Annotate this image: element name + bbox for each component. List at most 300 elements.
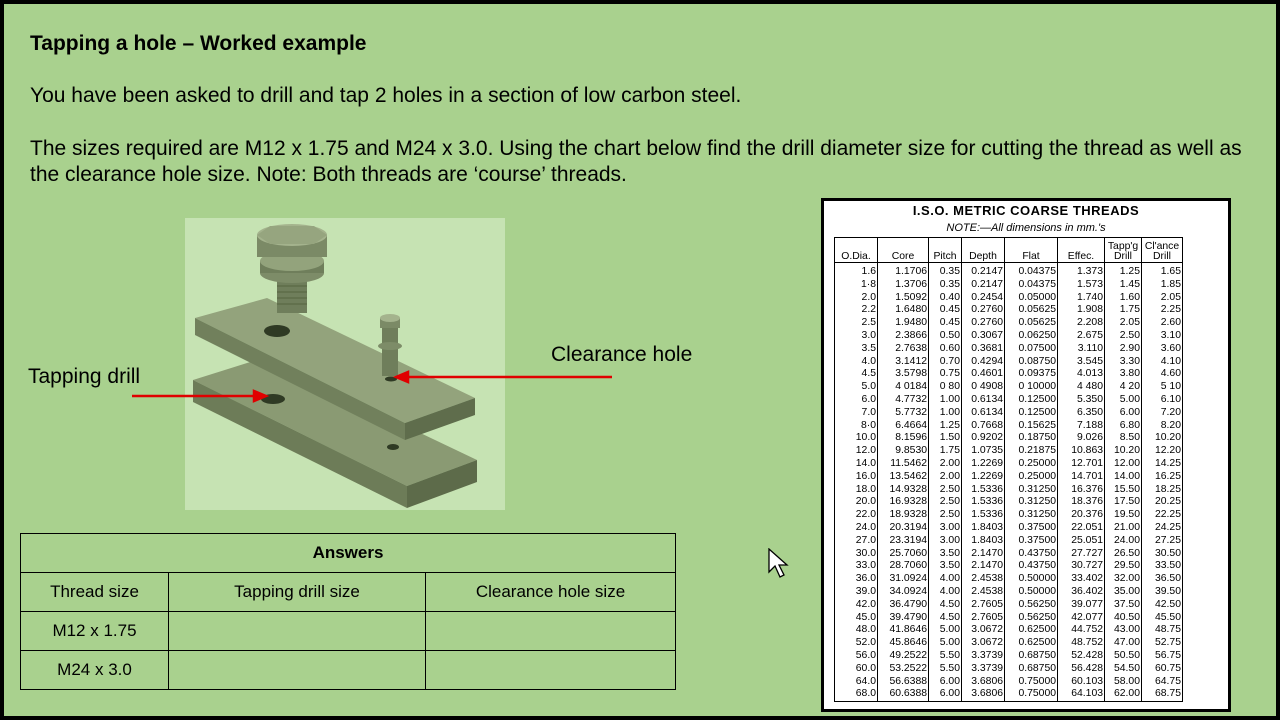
chart-cell: 0.2760 <box>962 317 1005 330</box>
chart-cell: 11.5462 <box>878 458 929 471</box>
chart-cell: 0.05000 <box>1005 292 1058 305</box>
chart-cell: 6.00 <box>929 676 962 689</box>
chart-cell: 1.85 <box>1142 279 1183 292</box>
chart-row <box>835 420 1183 433</box>
chart-cell: 0.05625 <box>1005 304 1058 317</box>
chart-cell: 6.10 <box>1142 394 1183 407</box>
chart-cell: 2.675 <box>1058 330 1105 343</box>
clearance-hole-label: Clearance hole <box>551 343 693 366</box>
chart-row <box>835 676 1183 689</box>
chart-cell: 2.208 <box>1058 317 1105 330</box>
chart-cell: 3.50 <box>929 560 962 573</box>
chart-cell: 64.75 <box>1142 676 1183 689</box>
chart-cell: 0.07500 <box>1005 343 1058 356</box>
chart-cell: 0.06250 <box>1005 330 1058 343</box>
chart-cell: 0.62500 <box>1005 624 1058 637</box>
chart-cell: 22.051 <box>1058 522 1105 535</box>
chart-row <box>835 407 1183 420</box>
chart-row <box>835 304 1183 317</box>
chart-cell: 56.0 <box>835 650 878 663</box>
chart-cell: 14.9328 <box>878 484 929 497</box>
chart-cell: 0.12500 <box>1005 394 1058 407</box>
chart-cell: 3.6806 <box>962 676 1005 689</box>
answers-header-tapping: Tapping drill size <box>169 573 426 612</box>
chart-cell: 36.50 <box>1142 573 1183 586</box>
chart-cell: 30.727 <box>1058 560 1105 573</box>
chart-cell: 52.428 <box>1058 650 1105 663</box>
chart-cell: 15.50 <box>1105 484 1142 497</box>
chart-cell: 62.00 <box>1105 688 1142 701</box>
slide <box>4 4 1276 716</box>
chart-row <box>835 343 1183 356</box>
chart-cell: 0.35 <box>929 263 962 279</box>
chart-cell: 7.20 <box>1142 407 1183 420</box>
chart-cell: 7.188 <box>1058 420 1105 433</box>
answers-title: Answers <box>21 534 676 573</box>
chart-cell: 0.40 <box>929 292 962 305</box>
chart-cell: 16.376 <box>1058 484 1105 497</box>
chart-cell: 16.25 <box>1142 471 1183 484</box>
chart-note: NOTE:—All dimensions in mm.'s <box>946 222 1106 234</box>
chart-cell: 0.31250 <box>1005 509 1058 522</box>
chart-cell: 12.20 <box>1142 445 1183 458</box>
chart-cell: 1.8403 <box>962 535 1005 548</box>
answer-clearance-m24 <box>426 651 676 690</box>
chart-cell: 4 0184 <box>878 381 929 394</box>
chart-cell: 0.45 <box>929 304 962 317</box>
chart-cell: 41.8646 <box>878 624 929 637</box>
chart-cell: 21.00 <box>1105 522 1142 535</box>
chart-cell: 60.75 <box>1142 663 1183 676</box>
chart-cell: 18.9328 <box>878 509 929 522</box>
chart-cell: 5.50 <box>929 650 962 663</box>
chart-cell: 2.5 <box>835 317 878 330</box>
chart-cell: 58.00 <box>1105 676 1142 689</box>
chart-cell: 0.68750 <box>1005 663 1058 676</box>
chart-cell: 2.1470 <box>962 560 1005 573</box>
chart-cell: 0.45 <box>929 317 962 330</box>
chart-row <box>835 509 1183 522</box>
chart-cell: 2.4538 <box>962 586 1005 599</box>
chart-cell: 6.4664 <box>878 420 929 433</box>
chart-cell: 1.1706 <box>878 263 929 279</box>
chart-cell: 6.00 <box>929 688 962 701</box>
chart-cell: 53.2522 <box>878 663 929 676</box>
chart-cell: 8·0 <box>835 420 878 433</box>
chart-row <box>835 599 1183 612</box>
chart-cell: 34.0924 <box>878 586 929 599</box>
chart-cell: 0.25000 <box>1005 458 1058 471</box>
chart-cell: 1.50 <box>929 432 962 445</box>
chart-row <box>835 624 1183 637</box>
chart-row <box>835 445 1183 458</box>
chart-cell: 4.10 <box>1142 356 1183 369</box>
bolted-plates-illustration <box>185 218 505 510</box>
chart-cell: 3.0672 <box>962 624 1005 637</box>
chart-cell: 0.08750 <box>1005 356 1058 369</box>
chart-cell: 29.50 <box>1105 560 1142 573</box>
chart-row <box>835 279 1183 292</box>
chart-cell: 1.45 <box>1105 279 1142 292</box>
answers-header-thread-size: Thread size <box>21 573 169 612</box>
chart-cell: 2.2 <box>835 304 878 317</box>
chart-cell: 39.50 <box>1142 586 1183 599</box>
chart-cell: 5.0 <box>835 381 878 394</box>
chart-cell: 31.0924 <box>878 573 929 586</box>
chart-cell: 12.701 <box>1058 458 1105 471</box>
chart-cell: 4.5 <box>835 368 878 381</box>
chart-cell: 60.6388 <box>878 688 929 701</box>
chart-cell: 52.75 <box>1142 637 1183 650</box>
chart-cell: 3.60 <box>1142 343 1183 356</box>
chart-cell: 0 10000 <box>1005 381 1058 394</box>
chart-cell: 0.37500 <box>1005 522 1058 535</box>
chart-cell: 4.00 <box>929 573 962 586</box>
chart-cell: 0.6134 <box>962 407 1005 420</box>
chart-cell: 4.0 <box>835 356 878 369</box>
chart-row <box>835 292 1183 305</box>
chart-row <box>835 663 1183 676</box>
slide-title: Tapping a hole – Worked example <box>30 32 367 55</box>
tapping-drill-label: Tapping drill <box>28 365 141 388</box>
chart-cell: 3.5798 <box>878 368 929 381</box>
chart-cell: 2.7638 <box>878 343 929 356</box>
chart-row <box>835 637 1183 650</box>
chart-cell: 1.5336 <box>962 484 1005 497</box>
chart-cell: 20.376 <box>1058 509 1105 522</box>
chart-cell: 17.50 <box>1105 496 1142 509</box>
chart-cell: 0.2760 <box>962 304 1005 317</box>
chart-cell: 39.4790 <box>878 612 929 625</box>
chart-row <box>835 330 1183 343</box>
chart-cell: 19.50 <box>1105 509 1142 522</box>
chart-cell: 2.50 <box>1105 330 1142 343</box>
chart-cell: 0.50000 <box>1005 573 1058 586</box>
chart-cell: 1.5092 <box>878 292 929 305</box>
chart-title: I.S.O. METRIC COARSE THREADS <box>912 203 1140 218</box>
iso-thread-chart <box>821 198 1231 712</box>
intro-text: You have been asked to drill and tap 2 holes in a section of low carbon steel. <box>30 84 742 107</box>
chart-cell: 3.80 <box>1105 368 1142 381</box>
chart-cell: 32.00 <box>1105 573 1142 586</box>
chart-cell: 0.43750 <box>1005 560 1058 573</box>
chart-cell: 14.00 <box>1105 471 1142 484</box>
chart-cell: 1.75 <box>929 445 962 458</box>
chart-cell: 45.50 <box>1142 612 1183 625</box>
chart-cell: 0.31250 <box>1005 484 1058 497</box>
chart-row <box>835 356 1183 369</box>
chart-cell: 60.0 <box>835 663 878 676</box>
chart-cell: 10.863 <box>1058 445 1105 458</box>
chart-row <box>835 432 1183 445</box>
chart-cell: 0.2147 <box>962 263 1005 279</box>
chart-cell: 49.2522 <box>878 650 929 663</box>
chart-cell: 45.0 <box>835 612 878 625</box>
chart-cell: 64.103 <box>1058 688 1105 701</box>
chart-cell: 1·8 <box>835 279 878 292</box>
chart-cell: 0.62500 <box>1005 637 1058 650</box>
chart-row <box>835 394 1183 407</box>
chart-cell: 10.20 <box>1142 432 1183 445</box>
chart-cell: 50.50 <box>1105 650 1142 663</box>
chart-cell: 48.0 <box>835 624 878 637</box>
chart-cell: 4.013 <box>1058 368 1105 381</box>
chart-cell: 4.50 <box>929 612 962 625</box>
chart-cell: 10.0 <box>835 432 878 445</box>
chart-cell: 0.6134 <box>962 394 1005 407</box>
chart-cell: 27.25 <box>1142 535 1183 548</box>
answer-thread-m24: M24 x 3.0 <box>21 651 169 690</box>
chart-cell: 1.373 <box>1058 263 1105 279</box>
chart-cell: 6.80 <box>1105 420 1142 433</box>
chart-cell: 24.25 <box>1142 522 1183 535</box>
chart-cell: 37.50 <box>1105 599 1142 612</box>
chart-cell: 4 20 <box>1105 381 1142 394</box>
chart-cell: 27.0 <box>835 535 878 548</box>
chart-cell: 14.701 <box>1058 471 1105 484</box>
chart-cell: 60.103 <box>1058 676 1105 689</box>
chart-cell: 8.20 <box>1142 420 1183 433</box>
chart-row <box>835 535 1183 548</box>
chart-cell: 28.7060 <box>878 560 929 573</box>
chart-cell: 4.50 <box>929 599 962 612</box>
chart-header-1: Core <box>878 238 929 263</box>
chart-cell: 0.3681 <box>962 343 1005 356</box>
chart-cell: 3.3739 <box>962 663 1005 676</box>
chart-cell: 56.75 <box>1142 650 1183 663</box>
chart-cell: 1.573 <box>1058 279 1105 292</box>
chart-cell: 64.0 <box>835 676 878 689</box>
chart-cell: 9.026 <box>1058 432 1105 445</box>
chart-row <box>835 484 1183 497</box>
chart-cell: 48.752 <box>1058 637 1105 650</box>
chart-cell: 2.7605 <box>962 612 1005 625</box>
chart-cell: 5.00 <box>1105 394 1142 407</box>
chart-header-6: Tapp'g Drill <box>1105 238 1142 263</box>
question-text: The sizes required are M12 x 1.75 and M24 x 3.0. Using the chart below find the drill diameter size for cutting the thread as well as the clearance hole size. Note: Both threads are ‘course’ threads. <box>30 137 1242 186</box>
chart-cell: 0.35 <box>929 279 962 292</box>
chart-cell: 2.25 <box>1142 304 1183 317</box>
chart-cell: 2.7605 <box>962 599 1005 612</box>
chart-cell: 0.68750 <box>1005 650 1058 663</box>
chart-row <box>835 650 1183 663</box>
chart-cell: 20.0 <box>835 496 878 509</box>
chart-cell: 39.077 <box>1058 599 1105 612</box>
chart-cell: 0.60 <box>929 343 962 356</box>
chart-cell: 0.43750 <box>1005 548 1058 561</box>
chart-cell: 0.75 <box>929 368 962 381</box>
chart-header-3: Depth <box>962 238 1005 263</box>
chart-cell: 52.0 <box>835 637 878 650</box>
chart-cell: 3.00 <box>929 535 962 548</box>
answer-clearance-m12 <box>426 612 676 651</box>
chart-row <box>835 496 1183 509</box>
chart-cell: 1.60 <box>1105 292 1142 305</box>
chart-cell: 0.75000 <box>1005 688 1058 701</box>
chart-cell: 14.25 <box>1142 458 1183 471</box>
chart-cell: 2.3866 <box>878 330 929 343</box>
answers-table <box>20 533 676 690</box>
chart-cell: 3.5 <box>835 343 878 356</box>
chart-cell: 27.727 <box>1058 548 1105 561</box>
chart-cell: 30.50 <box>1142 548 1183 561</box>
chart-cell: 4.00 <box>929 586 962 599</box>
chart-cell: 0.04375 <box>1005 263 1058 279</box>
chart-cell: 18.0 <box>835 484 878 497</box>
chart-cell: 0.31250 <box>1005 496 1058 509</box>
chart-cell: 5 10 <box>1142 381 1183 394</box>
chart-cell: 5.50 <box>929 663 962 676</box>
chart-cell: 9.8530 <box>878 445 929 458</box>
chart-cell: 1.6 <box>835 263 878 279</box>
chart-cell: 7.0 <box>835 407 878 420</box>
chart-cell: 0.70 <box>929 356 962 369</box>
chart-row <box>835 381 1183 394</box>
chart-header-2: Pitch <box>929 238 962 263</box>
chart-cell: 0.12500 <box>1005 407 1058 420</box>
chart-cell: 0.9202 <box>962 432 1005 445</box>
thread-table <box>834 237 1183 702</box>
chart-cell: 0.04375 <box>1005 279 1058 292</box>
chart-cell: 0 80 <box>929 381 962 394</box>
chart-cell: 0.25000 <box>1005 471 1058 484</box>
chart-cell: 2.60 <box>1142 317 1183 330</box>
chart-cell: 22.25 <box>1142 509 1183 522</box>
chart-cell: 0.50 <box>929 330 962 343</box>
chart-cell: 2.1470 <box>962 548 1005 561</box>
chart-cell: 1.6480 <box>878 304 929 317</box>
chart-cell: 3.00 <box>929 522 962 535</box>
chart-row <box>835 688 1183 701</box>
chart-cell: 2.05 <box>1105 317 1142 330</box>
chart-row <box>835 560 1183 573</box>
chart-cell: 3.110 <box>1058 343 1105 356</box>
chart-cell: 36.0 <box>835 573 878 586</box>
chart-row <box>835 458 1183 471</box>
chart-cell: 39.0 <box>835 586 878 599</box>
chart-cell: 18.25 <box>1142 484 1183 497</box>
chart-cell: 3.3739 <box>962 650 1005 663</box>
chart-header-4: Flat <box>1005 238 1058 263</box>
chart-cell: 3.1412 <box>878 356 929 369</box>
chart-cell: 0.09375 <box>1005 368 1058 381</box>
chart-cell: 3.545 <box>1058 356 1105 369</box>
chart-cell: 1.25 <box>929 420 962 433</box>
chart-cell: 0.56250 <box>1005 612 1058 625</box>
chart-cell: 40.50 <box>1105 612 1142 625</box>
chart-cell: 16.9328 <box>878 496 929 509</box>
chart-cell: 2.00 <box>929 471 962 484</box>
chart-cell: 54.50 <box>1105 663 1142 676</box>
chart-cell: 47.00 <box>1105 637 1142 650</box>
chart-cell: 24.0 <box>835 522 878 535</box>
chart-cell: 33.50 <box>1142 560 1183 573</box>
chart-cell: 0.56250 <box>1005 599 1058 612</box>
chart-cell: 0.2147 <box>962 279 1005 292</box>
chart-row <box>835 263 1183 279</box>
chart-cell: 2.50 <box>929 509 962 522</box>
chart-cell: 5.00 <box>929 624 962 637</box>
chart-cell: 3.6806 <box>962 688 1005 701</box>
chart-cell: 16.0 <box>835 471 878 484</box>
chart-row <box>835 471 1183 484</box>
chart-cell: 6.00 <box>1105 407 1142 420</box>
chart-cell: 0.7668 <box>962 420 1005 433</box>
chart-cell: 12.00 <box>1105 458 1142 471</box>
chart-cell: 8.50 <box>1105 432 1142 445</box>
chart-cell: 1.5336 <box>962 509 1005 522</box>
chart-cell: 5.7732 <box>878 407 929 420</box>
chart-cell: 0 4908 <box>962 381 1005 394</box>
chart-cell: 1.5336 <box>962 496 1005 509</box>
chart-cell: 30.0 <box>835 548 878 561</box>
chart-cell: 0.4601 <box>962 368 1005 381</box>
chart-header-0: O.Dia. <box>835 238 878 263</box>
chart-cell: 0.3067 <box>962 330 1005 343</box>
chart-cell: 0.15625 <box>1005 420 1058 433</box>
chart-cell: 42.077 <box>1058 612 1105 625</box>
answers-header-clearance: Clearance hole size <box>426 573 676 612</box>
chart-cell: 5.00 <box>929 637 962 650</box>
chart-cell: 35.00 <box>1105 586 1142 599</box>
chart-header-7: Cl'ance Drill <box>1142 238 1183 263</box>
chart-cell: 22.0 <box>835 509 878 522</box>
chart-cell: 0.21875 <box>1005 445 1058 458</box>
chart-cell: 0.75000 <box>1005 676 1058 689</box>
chart-header-5: Effec. <box>1058 238 1105 263</box>
chart-cell: 2.50 <box>929 484 962 497</box>
chart-row <box>835 522 1183 535</box>
chart-cell: 36.402 <box>1058 586 1105 599</box>
chart-cell: 33.0 <box>835 560 878 573</box>
chart-cell: 43.00 <box>1105 624 1142 637</box>
chart-cell: 4 480 <box>1058 381 1105 394</box>
chart-cell: 42.0 <box>835 599 878 612</box>
chart-cell: 45.8646 <box>878 637 929 650</box>
chart-cell: 1.75 <box>1105 304 1142 317</box>
chart-cell: 3.10 <box>1142 330 1183 343</box>
chart-row <box>835 317 1183 330</box>
chart-cell: 4.60 <box>1142 368 1183 381</box>
chart-cell: 3.0 <box>835 330 878 343</box>
chart-cell: 1.2269 <box>962 458 1005 471</box>
chart-cell: 42.50 <box>1142 599 1183 612</box>
chart-cell: 1.3706 <box>878 279 929 292</box>
chart-cell: 2.0 <box>835 292 878 305</box>
chart-cell: 0.50000 <box>1005 586 1058 599</box>
chart-cell: 1.65 <box>1142 263 1183 279</box>
chart-cell: 44.752 <box>1058 624 1105 637</box>
answer-tapping-m24 <box>169 651 426 690</box>
chart-cell: 6.0 <box>835 394 878 407</box>
chart-cell: 10.20 <box>1105 445 1142 458</box>
chart-cell: 36.4790 <box>878 599 929 612</box>
chart-cell: 5.350 <box>1058 394 1105 407</box>
chart-cell: 0.4294 <box>962 356 1005 369</box>
chart-cell: 56.428 <box>1058 663 1105 676</box>
chart-cell: 20.25 <box>1142 496 1183 509</box>
chart-row <box>835 368 1183 381</box>
chart-cell: 1.00 <box>929 394 962 407</box>
chart-cell: 3.0672 <box>962 637 1005 650</box>
chart-cell: 24.00 <box>1105 535 1142 548</box>
chart-cell: 1.740 <box>1058 292 1105 305</box>
chart-cell: 68.0 <box>835 688 878 701</box>
chart-cell: 2.05 <box>1142 292 1183 305</box>
chart-cell: 1.8403 <box>962 522 1005 535</box>
chart-cell: 8.1596 <box>878 432 929 445</box>
chart-cell: 25.051 <box>1058 535 1105 548</box>
